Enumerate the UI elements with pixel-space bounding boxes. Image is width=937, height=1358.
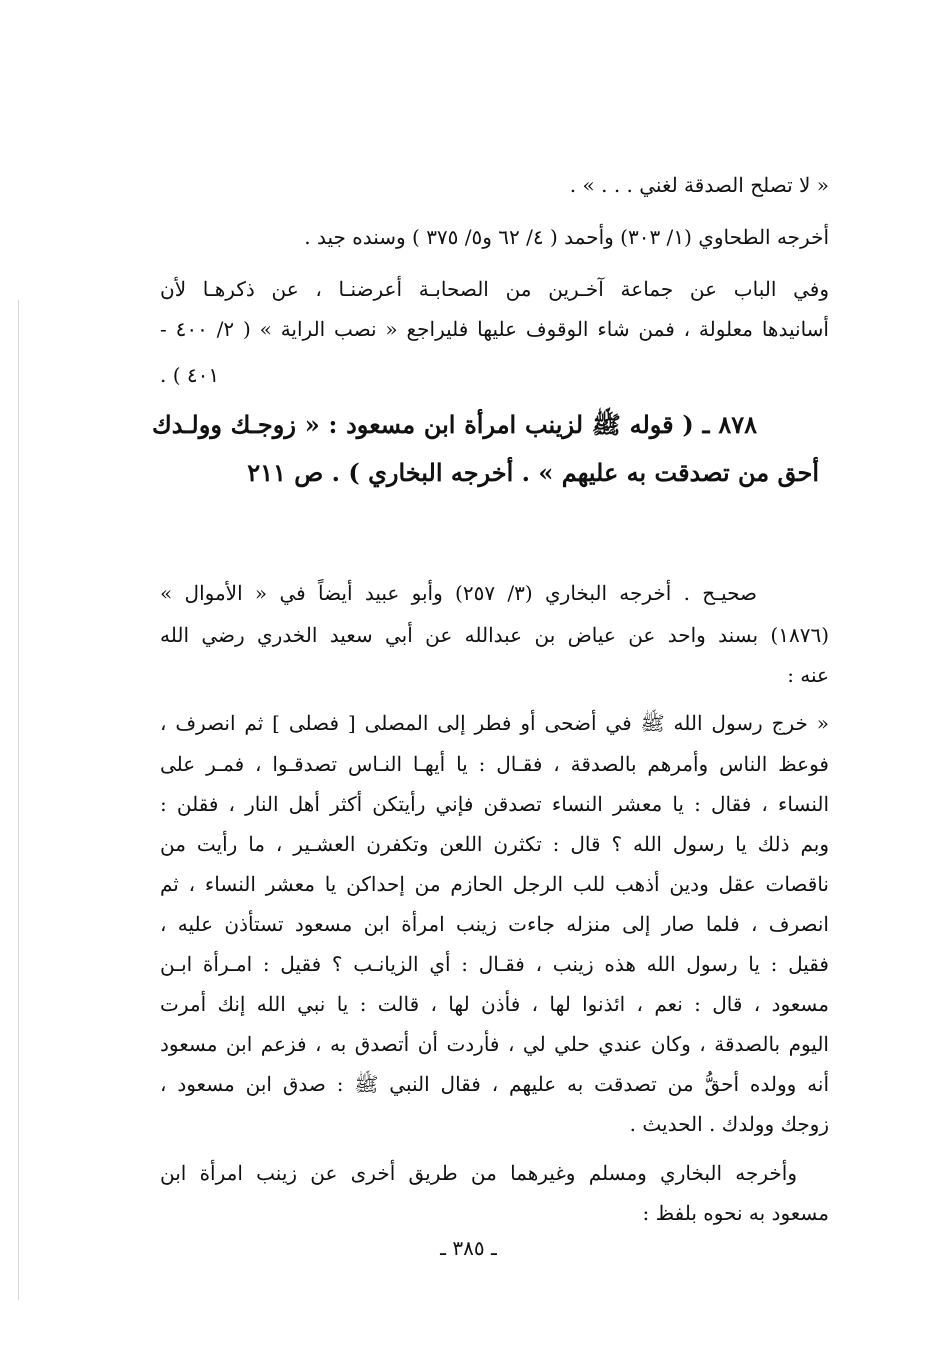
text-line: ناقصات عقل ودين أذهب للب الرجل الحازم من إحداكن يا معشر النساء ، ثم <box>160 872 829 896</box>
text-line: صحيـح . أخرجه البخاري (٣/ ٢٥٧) وأبو عبيد أيضاً في « الأموال » <box>160 581 757 605</box>
text-line: النساء ، فقال : يا معشر النساء تصدقن فإني رأيتكن أكثر أهل النار ، فقلن : <box>160 792 829 816</box>
page-number: ـ ٣٨٥ ـ <box>440 1236 497 1260</box>
text-line: فوعظ الناس وأمرهم بالصدقة ، فقـال : يا أيهـا النـاس تصدقـوا ، فمـر على <box>160 752 829 776</box>
text-line: انصرف ، فلما صار إلى منزله جاءت زينب امرأة ابن مسعود تستأذن عليه ، <box>160 912 829 936</box>
text-line: وأخرجه البخاري ومسلم وغيرهما من طريق أخرى عن زينب امرأة ابن <box>160 1161 797 1185</box>
text-line: فقيل : يا رسول الله هذه زينب ، فقـال : أي الزيانـب ؟ فقيل : امـرأة ابـن <box>160 952 829 976</box>
text-line: وفي الباب عن جماعة آخـرين من الصحابـة أعرضنـا ، عن ذكرهـا لأن <box>160 277 829 301</box>
hadith-heading: ٨٧٨ ـ ( قوله ﷺ لزينب امرأة ابن مسعود : « زوجـك وولـدك <box>152 410 757 439</box>
text-line: ٤٠١ ) . <box>160 363 220 387</box>
text-line: أسانيدها معلولة ، فمن شاء الوقوف عليها فليراجع « نصب الراية » ( ٢/ ٤٠٠ - <box>160 317 829 341</box>
text-line: « خرج رسول الله ﷺ في أضحى أو فطر إلى المصلى [ فصلى ] ثم انصرف ، <box>160 711 829 735</box>
text-line: (١٨٧٦) بسند واحد عن عياض بن عبدالله عن أبي سعيد الخدري رضي الله <box>160 623 829 647</box>
text-line: أنه وولده أحقُّ من تصدقت به عليهم ، فقال النبي ﷺ : صدق ابن مسعود ، <box>160 1072 829 1096</box>
text-line: « لا تصلح الصدقة لغني . . . » . <box>569 173 829 197</box>
hadith-heading: أحق من تصدقت به عليهم » . أخرجه البخاري ) . ص ٢١١ <box>247 458 819 487</box>
text-line: وبم ذلك يا رسول الله ؟ قال : تكثرن اللعن وتكفرن العشـير ، ما رأيت من <box>160 832 829 856</box>
text-line: زوجك وولدك . الحديث . <box>629 1112 829 1136</box>
scan-edge-line <box>18 300 19 1300</box>
text-line: مسعود ، قال : نعم ، ائذنوا لها ، فأذن لها ، قالت : يا نبي الله إنك أمرت <box>160 992 829 1016</box>
text-line: مسعود به نحوه بلفظ : <box>642 1201 829 1225</box>
text-line: اليوم بالصدقة ، وكان عندي حلي لي ، فأردت أن أتصدق به ، فزعم ابن مسعود <box>160 1032 829 1056</box>
text-line: عنه : <box>787 663 829 687</box>
text-line: أخرجه الطحاوي (١/ ٣٠٣) وأحمد ( ٤/ ٦٢ و٥/ ٣٧٥ ) وسنده جيد . <box>304 225 829 249</box>
